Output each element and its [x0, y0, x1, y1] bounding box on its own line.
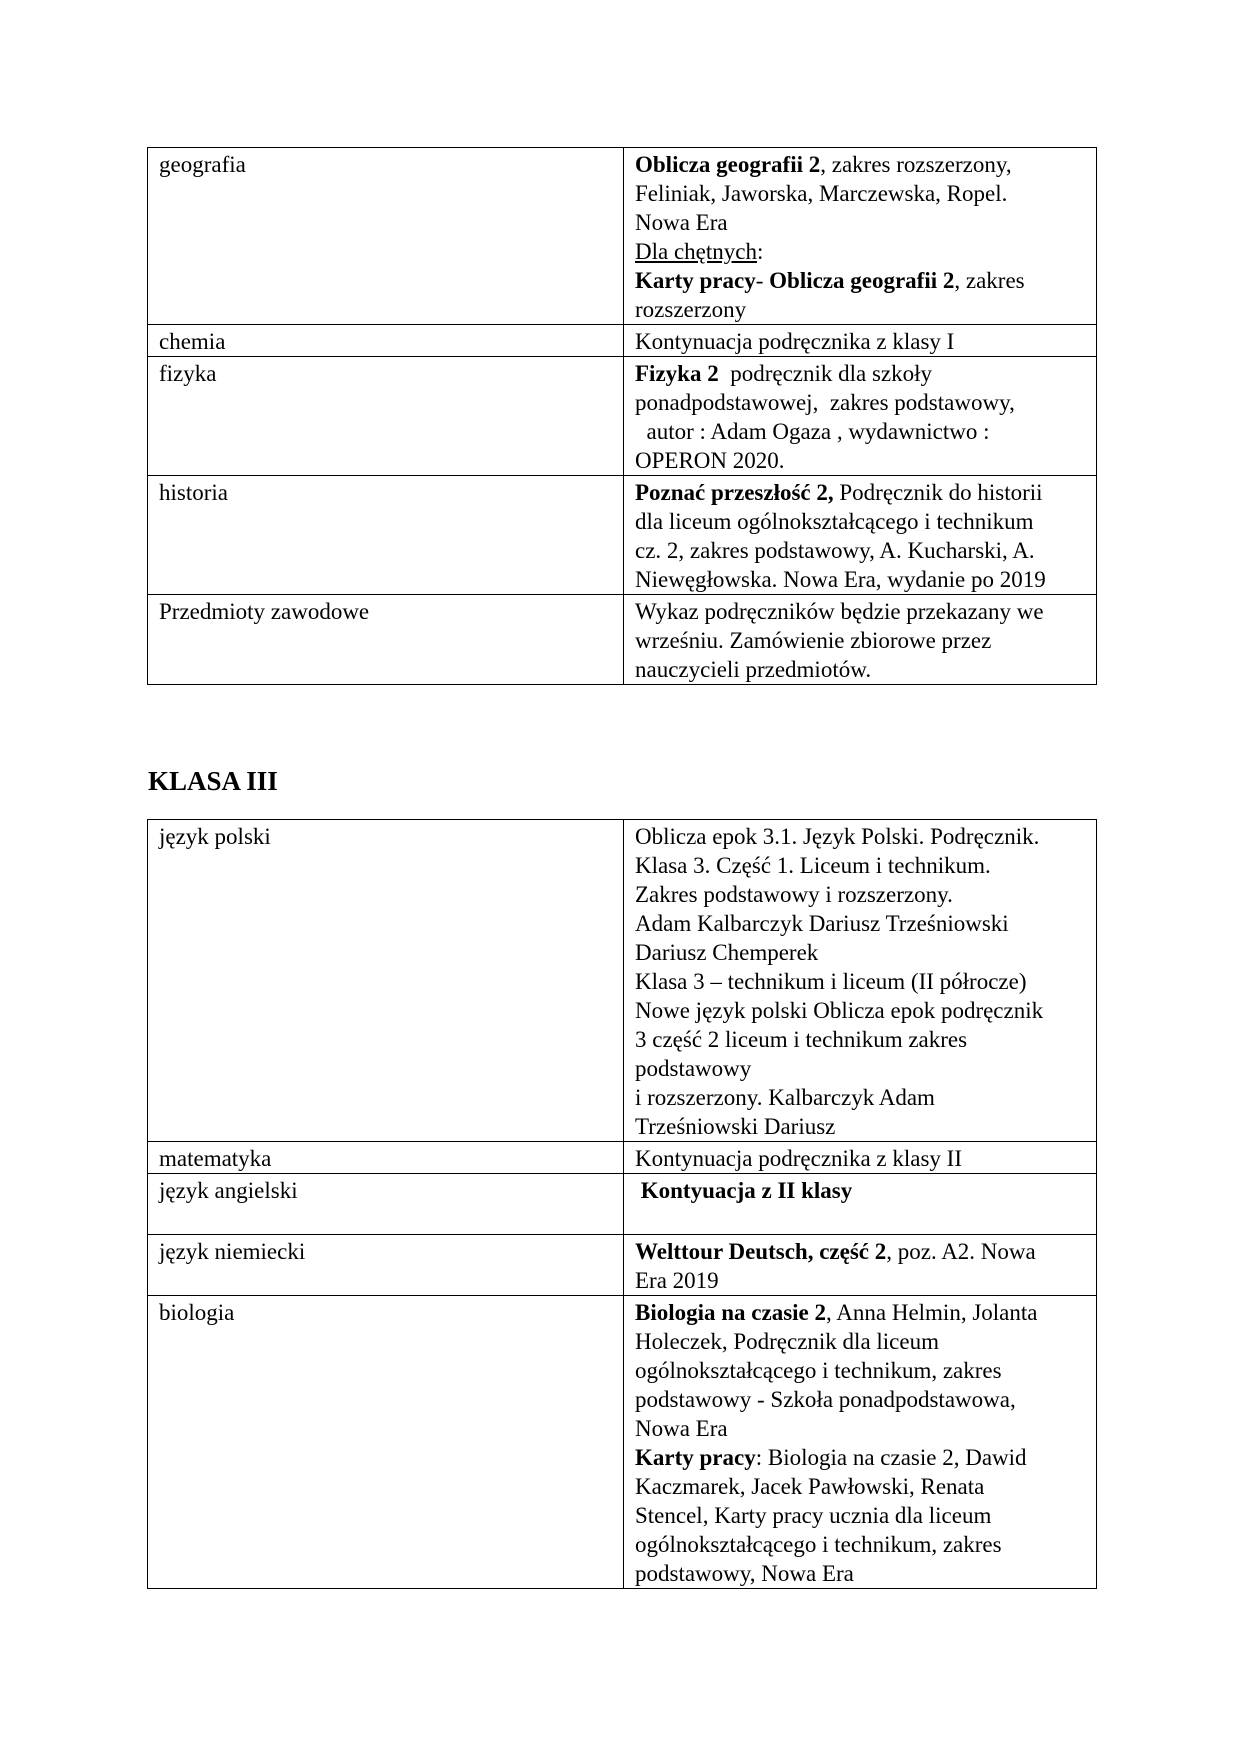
- textbook-line: [635, 1298, 1086, 1327]
- textbook-line: [635, 359, 1086, 388]
- text-segment: i rozszerzony. Kalbarczyk Adam: [635, 1085, 935, 1110]
- textbook-line: [635, 507, 1086, 536]
- textbook-cell: [624, 476, 1097, 595]
- textbook-line: [635, 967, 1086, 996]
- textbook-line: [635, 208, 1086, 237]
- text-segment: Dariusz Chemperek: [635, 940, 819, 965]
- bold-title-text: Oblicza geografii 2: [769, 268, 955, 293]
- text-segment: , Anna Helmin, Jolanta: [826, 1300, 1038, 1325]
- underlined-text: Dla chętnych: [635, 239, 757, 264]
- table-row: [148, 476, 1097, 595]
- table-row: [148, 595, 1097, 685]
- textbook-line: [635, 237, 1086, 266]
- textbook-line: [635, 150, 1086, 179]
- textbook-table-part-1: [147, 147, 1097, 685]
- text-segment: OPERON 2020.: [635, 448, 785, 473]
- bold-title-text: Poznać przeszłość 2,: [635, 480, 834, 505]
- textbook-cell: [624, 1142, 1097, 1174]
- text-segment: , zakres rozszerzony,: [820, 152, 1012, 177]
- text-segment: Klasa 3 – technikum i liceum (II półrocze): [635, 969, 1027, 994]
- table-row: [148, 820, 1097, 1142]
- text-segment: cz. 2, zakres podstawowy, A. Kucharski, A.: [635, 538, 1035, 563]
- subject-cell: język angielski: [148, 1174, 624, 1235]
- textbook-line: [635, 1205, 1086, 1234]
- textbook-cell: [624, 148, 1097, 325]
- bold-title-text: Karty pracy: [635, 1445, 756, 1470]
- text-segment: Wykaz podręczników będzie przekazany we: [635, 599, 1044, 624]
- table-row: [148, 1174, 1097, 1235]
- section-heading-klasa-iii: KLASA III: [148, 766, 278, 796]
- text-segment: Kontynuacja podręcznika z klasy II: [635, 1146, 962, 1171]
- textbook-line: [635, 851, 1086, 880]
- text-segment: wrześniu. Zamówienie zbiorowe przez: [635, 628, 992, 653]
- textbook-line: [635, 1025, 1086, 1054]
- textbook-cell: [624, 325, 1097, 357]
- textbook-line: [635, 1501, 1086, 1530]
- textbook-cell: [624, 1235, 1097, 1296]
- bold-title-text: Fizyka 2: [635, 361, 719, 386]
- bold-title-text: Kontyuacja z II klasy: [635, 1178, 853, 1203]
- textbook-line: [635, 938, 1086, 967]
- textbook-line: [635, 327, 1086, 356]
- text-segment: Feliniak, Jaworska, Marczewska, Ropel.: [635, 181, 1008, 206]
- textbook-cell: [624, 820, 1097, 1142]
- textbook-cell: [624, 595, 1097, 685]
- textbook-line: [635, 1327, 1086, 1356]
- bold-title-text: Oblicza geografii 2: [635, 152, 821, 177]
- text-segment: : Biologia na czasie 2, Dawid: [755, 1445, 1027, 1470]
- textbook-line: [635, 880, 1086, 909]
- text-segment: podstawowy, Nowa Era: [635, 1561, 854, 1586]
- text-segment: Zakres podstawowy i rozszerzony.: [635, 882, 953, 907]
- textbook-line: [635, 1385, 1086, 1414]
- text-segment: rozszerzony: [635, 297, 747, 322]
- textbook-line: [635, 1237, 1086, 1266]
- textbook-line: [635, 388, 1086, 417]
- text-segment: autor : Adam Ogaza , wydawnictwo :: [635, 419, 990, 444]
- text-segment: Stencel, Karty pracy ucznia dla liceum: [635, 1503, 992, 1528]
- subject-cell: biologia: [148, 1296, 624, 1589]
- table-row: [148, 325, 1097, 357]
- textbook-line: [635, 1144, 1086, 1173]
- subject-cell: fizyka: [148, 357, 624, 476]
- textbook-line: [635, 446, 1086, 475]
- text-segment: :: [756, 239, 764, 264]
- textbook-line: [635, 536, 1086, 565]
- textbook-line: [635, 478, 1086, 507]
- textbook-table-klasa-iii: [147, 819, 1097, 1589]
- textbook-line: [635, 1356, 1086, 1385]
- textbook-line: [635, 1112, 1086, 1141]
- text-segment: ponadpodstawowej, zakres podstawowy,: [635, 390, 1015, 415]
- textbook-line: [635, 996, 1086, 1025]
- textbook-line: [635, 909, 1086, 938]
- subject-cell: matematyka: [148, 1142, 624, 1174]
- subject-cell: język niemiecki: [148, 1235, 624, 1296]
- textbook-line: [635, 597, 1086, 626]
- textbook-line: [635, 1472, 1086, 1501]
- textbook-cell: [624, 357, 1097, 476]
- text-segment: Trześniowski Dariusz: [635, 1114, 836, 1139]
- subject-cell: historia: [148, 476, 624, 595]
- table-body: [148, 148, 1097, 685]
- text-segment: Nowa Era: [635, 210, 728, 235]
- text-segment: Era 2019: [635, 1268, 719, 1293]
- text-segment: Klasa 3. Część 1. Liceum i technikum.: [635, 853, 991, 878]
- text-segment: ogólnokształcącego i technikum, zakres: [635, 1358, 1002, 1383]
- table-row: [148, 1142, 1097, 1174]
- text-segment: 3 część 2 liceum i technikum zakres: [635, 1027, 968, 1052]
- text-segment: ogólnokształcącego i technikum, zakres: [635, 1532, 1002, 1557]
- textbook-line: [635, 655, 1086, 684]
- table-row: [148, 1235, 1097, 1296]
- text-segment: Oblicza epok 3.1. Język Polski. Podręcznik.: [635, 824, 1040, 849]
- textbook-cell: [624, 1174, 1097, 1235]
- text-segment: Holeczek, Podręcznik dla liceum: [635, 1329, 939, 1354]
- text-segment: [635, 1207, 641, 1232]
- table-row: [148, 1296, 1097, 1589]
- text-segment: , zakres: [954, 268, 1025, 293]
- textbook-line: [635, 822, 1086, 851]
- bold-title-text: Welttour Deutsch, część 2: [635, 1239, 887, 1264]
- table-row: [148, 148, 1097, 325]
- bold-title-text: Karty pracy: [635, 268, 756, 293]
- textbook-line: [635, 295, 1086, 324]
- textbook-line: [635, 1266, 1086, 1295]
- textbook-line: [635, 1083, 1086, 1112]
- text-segment: Nowe język polski Oblicza epok podręcznik: [635, 998, 1044, 1023]
- text-segment: nauczycieli przedmiotów.: [635, 657, 872, 682]
- textbook-line: [635, 266, 1086, 295]
- table-row: [148, 357, 1097, 476]
- textbook-line: [635, 1443, 1086, 1472]
- textbook-line: [635, 1414, 1086, 1443]
- textbook-cell: [624, 1296, 1097, 1589]
- subject-cell: język polski: [148, 820, 624, 1142]
- bold-title-text: Biologia na czasie 2: [635, 1300, 827, 1325]
- text-segment: -: [755, 268, 770, 293]
- textbook-line: [635, 417, 1086, 446]
- text-segment: Nowa Era: [635, 1416, 728, 1441]
- textbook-line: [635, 179, 1086, 208]
- text-segment: podręcznik dla szkoły: [718, 361, 933, 386]
- text-segment: Kaczmarek, Jacek Pawłowski, Renata: [635, 1474, 985, 1499]
- text-segment: dla liceum ogólnokształcącego i technikum: [635, 509, 1034, 534]
- text-segment: podstawowy: [635, 1056, 752, 1081]
- textbook-line: [635, 1054, 1086, 1083]
- text-segment: podstawowy - Szkoła ponadpodstawowa,: [635, 1387, 1016, 1412]
- textbook-line: [635, 565, 1086, 594]
- textbook-line: [635, 1530, 1086, 1559]
- textbook-line: [635, 1559, 1086, 1588]
- table-body: [148, 820, 1097, 1589]
- textbook-line: [635, 626, 1086, 655]
- text-segment: , poz. A2. Nowa: [886, 1239, 1036, 1264]
- subject-cell: Przedmioty zawodowe: [148, 595, 624, 685]
- text-segment: Kontynuacja podręcznika z klasy I: [635, 329, 955, 354]
- text-segment: Niewęgłowska. Nowa Era, wydanie po 2019: [635, 567, 1046, 592]
- textbook-line: [635, 1176, 1086, 1205]
- text-segment: Podręcznik do historii: [833, 480, 1043, 505]
- subject-cell: geografia: [148, 148, 624, 325]
- text-segment: Adam Kalbarczyk Dariusz Trześniowski: [635, 911, 1009, 936]
- subject-cell: chemia: [148, 325, 624, 357]
